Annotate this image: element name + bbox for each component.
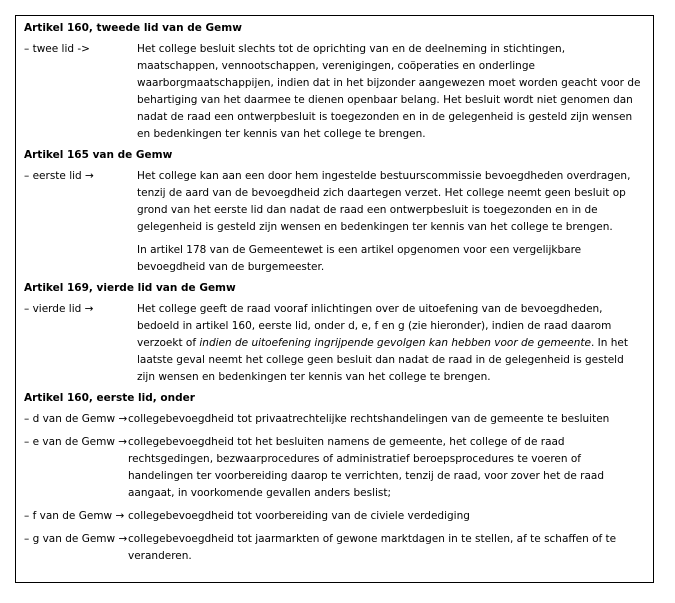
- article-entry: [24, 301, 645, 386]
- article-entry: [24, 168, 645, 276]
- entry-text-emphasis: indien de uitoefening ingrijpende gevolgen kan hebben voor de gemeente: [199, 337, 591, 349]
- entry-paragraph: In artikel 178 van de Gemeentewet is een artikel opgenomen voor een vergelijkbare bevoegdheid van de burgemeester.: [137, 244, 582, 273]
- entry-label: – vierde lid →: [24, 303, 94, 315]
- entry-text: collegebevoegdheid tot jaarmarkten of gewone marktdagen in te stellen, af te schaffen of te veranderen.: [128, 533, 617, 562]
- entry-text: collegebevoegdheid tot privaatrechtelijke rechtshandelingen van de gemeente te besluiten: [128, 413, 610, 425]
- entry-text-end: . In het laatste geval neemt het college geen besluit dan nadat de raad in de gelegenheid is gesteld zijn wensen en bedenkingen ter kennis van het college te brengen.: [137, 337, 628, 383]
- entry-text: [137, 168, 645, 276]
- entry-label: – d van de Gemw →: [24, 413, 128, 425]
- section-heading: Artikel 160, tweede lid van de Gemw: [24, 22, 242, 34]
- entry-text: [137, 41, 645, 143]
- article-entry: [24, 434, 645, 502]
- section-heading: Artikel 160, eerste lid, onder: [24, 392, 195, 404]
- section-heading: Artikel 165 van de Gemw: [24, 149, 173, 161]
- entry-text-start: Het college geeft de raad vooraf inlichtingen over de uitoefening van de bevoegdheden, bedoeld in artikel 160, eerste lid, onder d, e, f en g (zie hieronder), indien de raad daarom verzoekt of: [137, 303, 612, 349]
- article-entry: [24, 411, 645, 428]
- entry-text: collegebevoegdheid tot het besluiten namens de gemeente, het college of de raad rechtsgedingen, bezwaarprocedures of administratief beroepsprocedures te voeren of handelingen ter voorbereiding daarop te verrichten, tenzij de raad, voor zover het de raad aangaat, in voorkomende gevallen anders beslist;: [128, 436, 605, 499]
- entry-label: – f van de Gemw →: [24, 510, 125, 522]
- entry-label: – twee lid ->: [24, 43, 90, 55]
- document-box: [15, 15, 654, 583]
- article-entry: [24, 41, 645, 143]
- entry-label: – e van de Gemw →: [24, 436, 128, 448]
- article-entry: [24, 531, 645, 565]
- entry-paragraph: Het college besluit slechts tot de oprichting van en de deelneming in stichtingen, maatschappen, vennootschappen, verenigingen, coöperaties en onderlinge waarborgmaatschappijen, indien dat in het bijzonder aangewezen moet worden geacht voor de behartiging van het daarmee te dienen openbaar belang. Het besluit wordt niet genomen dan nadat de raad een ontwerpbesluit is toegezonden en in de gelegenheid is gesteld zijn wensen en bedenkingen ter kennis van het college te brengen.: [137, 43, 641, 140]
- article-entry: [24, 508, 645, 525]
- entry-label: – eerste lid →: [24, 170, 94, 182]
- entry-text: [137, 301, 645, 386]
- entry-paragraph: Het college kan aan een door hem ingestelde bestuurscommissie bevoegdheden overdragen, tenzij de aard van de bevoegdheid zich daartegen verzet. Het college neemt geen besluit op grond van het eerste lid dan nadat de raad een ontwerpbesluit is toegezonden en in de gelegenheid is gesteld zijn wensen en bedenkingen ter kennis van het college te brengen.: [137, 170, 631, 233]
- entry-text: collegebevoegdheid tot voorbereiding van de civiele verdediging: [128, 510, 470, 522]
- section-heading: Artikel 169, vierde lid van de Gemw: [24, 282, 236, 294]
- entry-label: – g van de Gemw →: [24, 533, 128, 545]
